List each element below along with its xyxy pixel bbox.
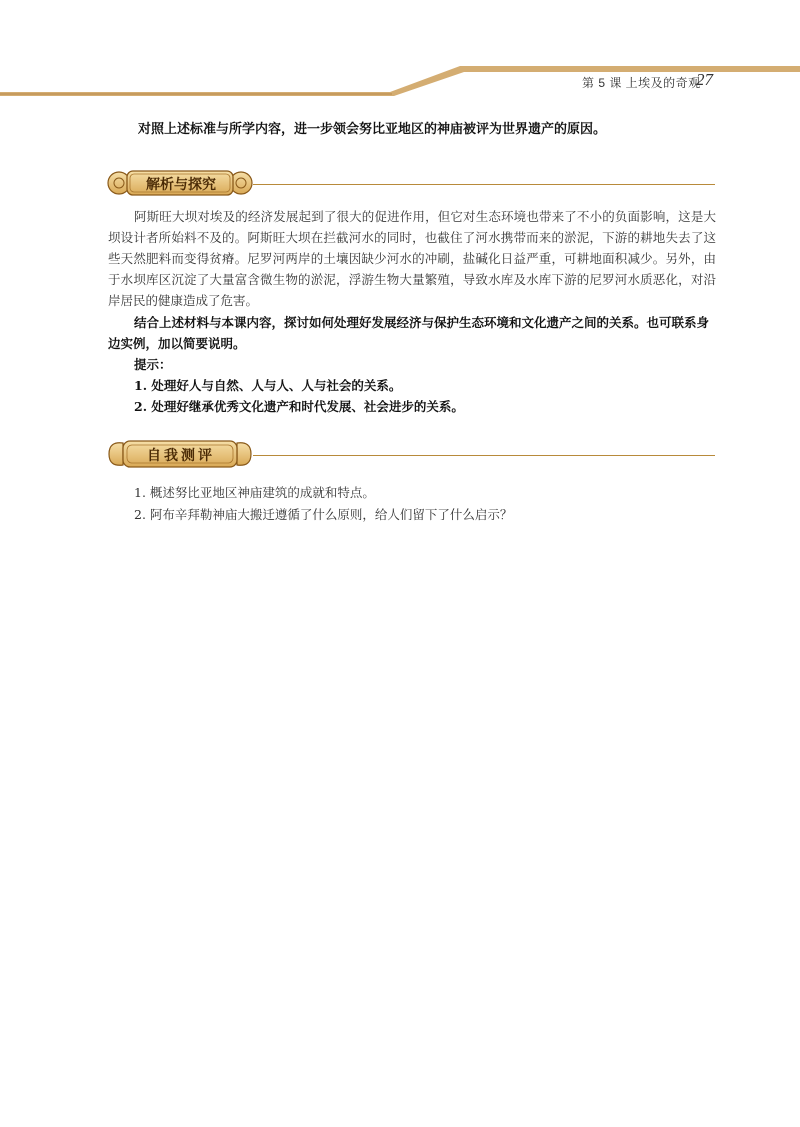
self-test-section-title: 自我测评	[147, 448, 215, 464]
lesson-title: 第 5 课 上埃及的奇观	[582, 76, 701, 90]
self-test-item: 1. 概述努比亚地区神庙建筑的成就和特点。	[134, 485, 375, 500]
section-divider	[253, 184, 715, 185]
analysis-section-header	[105, 168, 715, 200]
analysis-task: 结合上述材料与本课内容，探讨如何处理好发展经济与保护生态环境和文化遗产之间的关系。也可联系身边实例，加以简要说明。	[108, 315, 710, 351]
page-number: 27	[696, 70, 713, 89]
section-divider	[253, 455, 715, 456]
hint-label: 提示：	[134, 357, 172, 372]
self-test-item: 2. 阿布辛拜勒神庙大搬迁遵循了什么原则，给人们留下了什么启示？	[134, 507, 513, 522]
intro-text: 对照上述标准与所学内容，进一步领会努比亚地区的神庙被评为世界遗产的原因。	[138, 122, 607, 137]
analysis-paragraph: 阿斯旺大坝对埃及的经济发展起到了很大的促进作用，但它对生态环境也带来了不小的负面影响，这是大坝设计者所始料不及的。阿斯旺大坝在拦截河水的同时，也截住了河水携带而来的淤泥，下游的耕地失去了这些天然肥料而变得贫瘠。尼罗河两岸的土壤因缺少河水的冲刷，盐碱化日益严重，可耕地面积减少。另外，由于水坝库区沉淀了大量富含微生物的淤泥，浮游生物大量繁殖，导致水库及水库下游的尼罗河水质恶化，对沿岸居民的健康造成了危害。	[108, 209, 716, 308]
hint-item: 1. 处理好人与自然、人与人、人与社会的关系。	[134, 378, 402, 393]
hint-item: 2. 处理好继承优秀文化遗产和时代发展、社会进步的关系。	[134, 399, 464, 414]
self-test-section-header	[105, 439, 715, 471]
analysis-section-title: 解析与探究	[146, 177, 216, 193]
